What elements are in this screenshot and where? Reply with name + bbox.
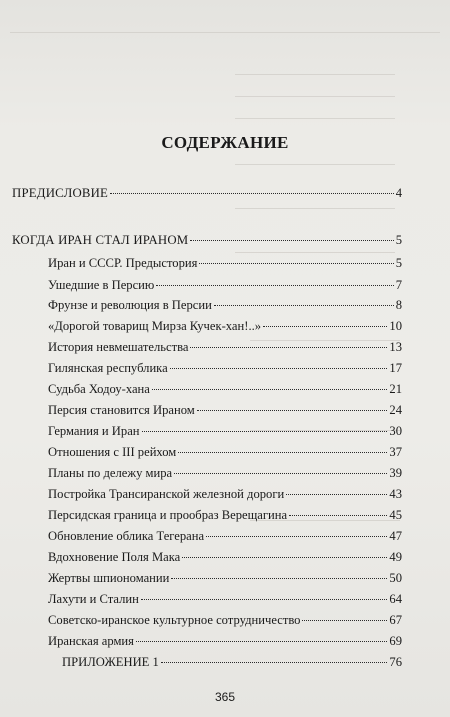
leader-dots: [178, 452, 387, 453]
toc-entry-label: Вдохновение Поля Мака: [48, 550, 181, 564]
leader-dots: [161, 662, 388, 663]
leader-dots: [141, 599, 388, 600]
toc-entry-label: ПРИЛОЖЕНИЕ 1: [62, 655, 159, 669]
toc-entry-page: 4: [395, 186, 402, 200]
leader-dots: [190, 347, 387, 348]
leader-dots: [174, 473, 387, 474]
toc-entry-label: Судьба Ходоу-хана: [48, 382, 150, 396]
toc-entry-page: 5: [395, 233, 402, 247]
toc-entry-label: Планы по дележу мира: [48, 466, 173, 480]
toc-entry-page: 30: [389, 424, 402, 438]
toc-entry-page: 5: [395, 256, 402, 270]
toc-entry[interactable]: [48, 298, 402, 313]
toc-entry-label: КОГДА ИРАН СТАЛ ИРАНОМ: [12, 233, 189, 247]
toc-entry[interactable]: [48, 403, 402, 418]
toc-entry-appendix[interactable]: [62, 655, 402, 670]
bleed-through-rule: [235, 118, 395, 119]
toc-section-iran[interactable]: [12, 233, 402, 248]
toc-entry-label: Гилянская республика: [48, 361, 168, 375]
toc-entry[interactable]: [48, 278, 402, 293]
leader-dots: [289, 515, 387, 516]
toc-entry-label: Советско-иранское культурное сотрудничество: [48, 613, 301, 627]
page-number: 365: [214, 690, 236, 704]
toc-section-preface[interactable]: [12, 186, 402, 201]
toc-entry-page: 8: [395, 298, 402, 312]
toc-entry-page: 67: [389, 613, 402, 627]
toc-entry[interactable]: [48, 424, 402, 439]
toc-entry[interactable]: [48, 256, 402, 271]
toc-entry-label: Постройка Трансиранской железной дороги: [48, 487, 285, 501]
leader-dots: [156, 285, 393, 286]
toc-entry-page: 7: [395, 278, 402, 292]
toc-entry-label: «Дорогой товарищ Мирза Кучек-хан!..»: [48, 319, 262, 333]
toc-entry-label: Отношения с III рейхом: [48, 445, 177, 459]
toc-entry-label: ПРЕДИСЛОВИЕ: [12, 186, 109, 200]
leader-dots: [142, 431, 388, 432]
toc-entry-page: 76: [389, 655, 402, 669]
toc-entry[interactable]: [48, 340, 402, 355]
leader-dots: [170, 368, 388, 369]
toc-entry-label: Персия становится Ираном: [48, 403, 195, 417]
bleed-through-rule: [235, 208, 395, 209]
toc-entry-label: Иран и СССР. Предыстория: [48, 256, 198, 270]
leader-dots: [214, 305, 394, 306]
leader-dots: [182, 557, 387, 558]
leader-dots: [110, 193, 394, 194]
toc-entry-page: 39: [389, 466, 402, 480]
bleed-through-rule: [235, 74, 395, 75]
leader-dots: [286, 494, 387, 495]
toc-entry[interactable]: [48, 466, 402, 481]
toc-entry-label: Ушедшие в Персию: [48, 278, 155, 292]
toc-entry[interactable]: [48, 529, 402, 544]
leader-dots: [302, 620, 387, 621]
toc-entry-page: 37: [389, 445, 402, 459]
toc-entry-label: Фрунзе и революция в Персии: [48, 298, 212, 312]
leader-dots: [206, 536, 387, 537]
toc-entry-page: 24: [389, 403, 402, 417]
toc-entry[interactable]: [48, 487, 402, 502]
toc-entry-label: История невмешательства: [48, 340, 189, 354]
toc-entry-label: Германия и Иран: [48, 424, 140, 438]
toc-entry-page: 10: [389, 319, 402, 333]
toc-entry-page: 45: [389, 508, 402, 522]
leader-dots: [199, 263, 393, 264]
bleed-through-rule: [10, 32, 440, 33]
toc-entry[interactable]: [48, 592, 402, 607]
toc-entry-page: 69: [389, 634, 402, 648]
toc-entry-page: 50: [389, 571, 402, 585]
toc-entry[interactable]: [48, 319, 402, 334]
toc-entry-page: 64: [389, 592, 402, 606]
toc-entry-page: 17: [389, 361, 402, 375]
leader-dots: [197, 410, 388, 411]
toc-entry-page: 47: [389, 529, 402, 543]
toc-entry-label: Жертвы шпиономании: [48, 571, 170, 585]
toc-entry-label: Лахути и Сталин: [48, 592, 139, 606]
leader-dots: [136, 641, 387, 642]
toc-entry[interactable]: [48, 445, 402, 460]
toc-entry-page: 21: [389, 382, 402, 396]
bleed-through-rule: [235, 164, 395, 165]
toc-entry[interactable]: [48, 550, 402, 565]
toc-entry-page: 13: [389, 340, 402, 354]
toc-entry-page: 43: [389, 487, 402, 501]
toc-entry-label: Обновление облика Тегерана: [48, 529, 205, 543]
leader-dots: [171, 578, 387, 579]
toc-entry[interactable]: [48, 634, 402, 649]
toc-entry-page: 49: [389, 550, 402, 564]
bleed-through-rule: [235, 252, 395, 253]
toc-entry[interactable]: [48, 508, 402, 523]
toc-entry-label: Персидская граница и прообраз Верещагина: [48, 508, 288, 522]
bleed-through-rule: [235, 96, 395, 97]
toc-title: СОДЕРЖАНИЕ: [161, 133, 289, 152]
toc-entry-label: Иранская армия: [48, 634, 134, 648]
leader-dots: [263, 326, 387, 327]
toc-entry[interactable]: [48, 613, 402, 628]
leader-dots: [152, 389, 388, 390]
toc-entry[interactable]: [48, 382, 402, 397]
leader-dots: [190, 240, 393, 241]
toc-entry[interactable]: [48, 571, 402, 586]
toc-entry[interactable]: [48, 361, 402, 376]
